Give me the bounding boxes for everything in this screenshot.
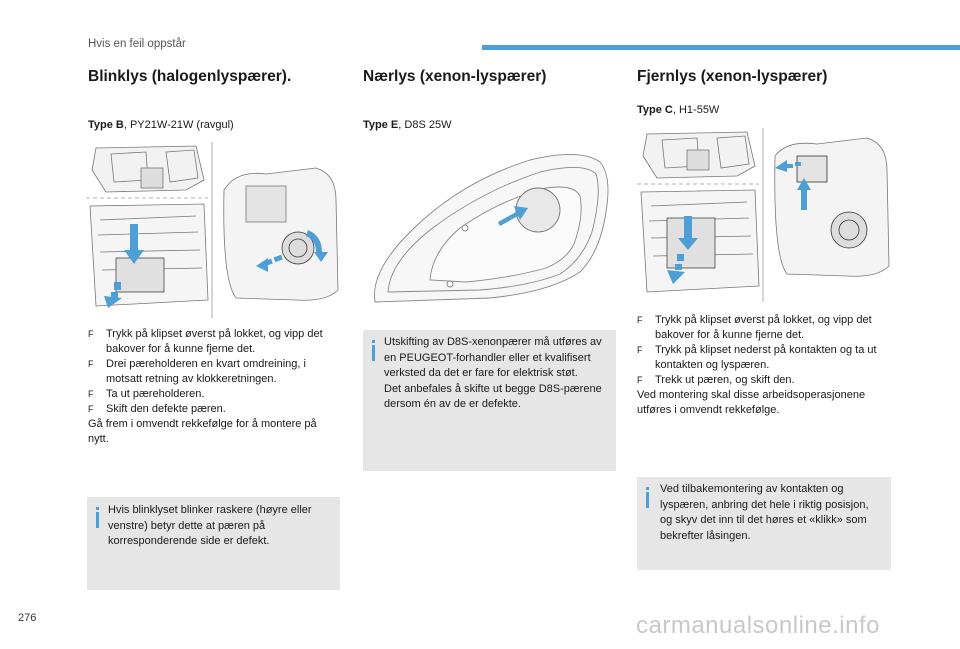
watermark: carmanualsonline.info — [636, 612, 880, 639]
info-icon-bar — [96, 512, 99, 528]
step-marker: F — [88, 389, 94, 399]
col3-title: Fjernlys (xenon-lyspærer) — [637, 68, 828, 85]
col3-note: Ved montering skal disse arbeidsoperasjonene utføres i omvendt rekkefølge. — [637, 389, 866, 416]
info-icon-bar — [646, 492, 649, 508]
col3-info-text: Ved tilbakemontering av kontakten og lyspæren, anbring det hele i riktig posisjon, og skyv det inn til det høres et «klikk» som bekrefter låsingen. — [660, 483, 869, 542]
col1-type-value: , PY21W-21W (ravgul) — [123, 119, 234, 131]
step-marker: F — [637, 375, 643, 385]
col1-step: F Trykk på klipset øverst på lokket, og vipp det bakover for å kunne fjerne det. — [88, 328, 323, 355]
col1-note: Gå frem i omvendt rekkefølge for å montere på nytt. — [88, 418, 317, 445]
col3-info-box — [637, 477, 891, 570]
col3-type-value: , H1-55W — [672, 104, 720, 116]
col2-info-box — [363, 330, 616, 471]
col1-info-text: Hvis blinklyset blinker raskere (høyre eller venstre) betyr dette at pæren på korresponderende side er defekt. — [108, 504, 312, 547]
col1-title: Blinklys (halogenlyspærer). — [88, 68, 292, 85]
step-marker: F — [637, 315, 643, 325]
page-number: 276 — [18, 612, 37, 624]
step-marker: F — [88, 329, 94, 339]
col2-type-value: , D8S 25W — [398, 119, 452, 131]
col3-type — [637, 104, 719, 116]
info-icon — [372, 340, 375, 343]
col2-info-text: Utskifting av D8S-xenonpærer må utføres av en PEUGEOT-forhandler eller et kvalifisert verksted da det er fare for elektrisk støt. Det anbefales å skifte ut begge D8S-pærene dersom én av de er defekte. — [384, 336, 602, 410]
header-accent-bar — [482, 45, 960, 50]
col2-title: Nærlys (xenon-lyspærer) — [363, 68, 547, 85]
col3-steps — [637, 313, 893, 418]
col3-step: F Trekk ut pæren, og skift den. — [637, 374, 795, 386]
step-marker: F — [88, 359, 94, 369]
low-beam-illustration — [370, 152, 615, 308]
section-header: Hvis en feil oppstår — [88, 38, 186, 50]
col3-type-label: Type C — [637, 104, 673, 116]
col1-step: F Skift den defekte pæren. — [88, 403, 226, 415]
info-icon — [646, 487, 649, 490]
col1-type-label: Type B — [88, 119, 124, 131]
col1-step: F Drei pæreholderen en kvart omdreining, i motsatt retning av klokkeretningen. — [88, 358, 306, 385]
col1-step: F Ta ut pæreholderen. — [88, 388, 205, 400]
info-icon — [96, 507, 99, 510]
col3-step: F Trykk på klipset øverst på lokket, og vipp det bakover for å kunne fjerne det. — [637, 314, 872, 341]
info-icon-bar — [372, 345, 375, 361]
col1-steps — [88, 327, 338, 447]
col1-info-box — [87, 497, 340, 590]
high-beam-illustration — [637, 126, 892, 304]
step-marker: F — [637, 345, 643, 355]
col2-type-label: Type E — [363, 119, 399, 131]
col1-type — [88, 119, 234, 131]
col3-step: F Trykk på klipset nederst på kontakten og ta ut kontakten og lyspæren. — [637, 344, 877, 371]
col2-type — [363, 119, 451, 131]
blinker-illustration — [86, 140, 341, 320]
step-marker: F — [88, 404, 94, 414]
